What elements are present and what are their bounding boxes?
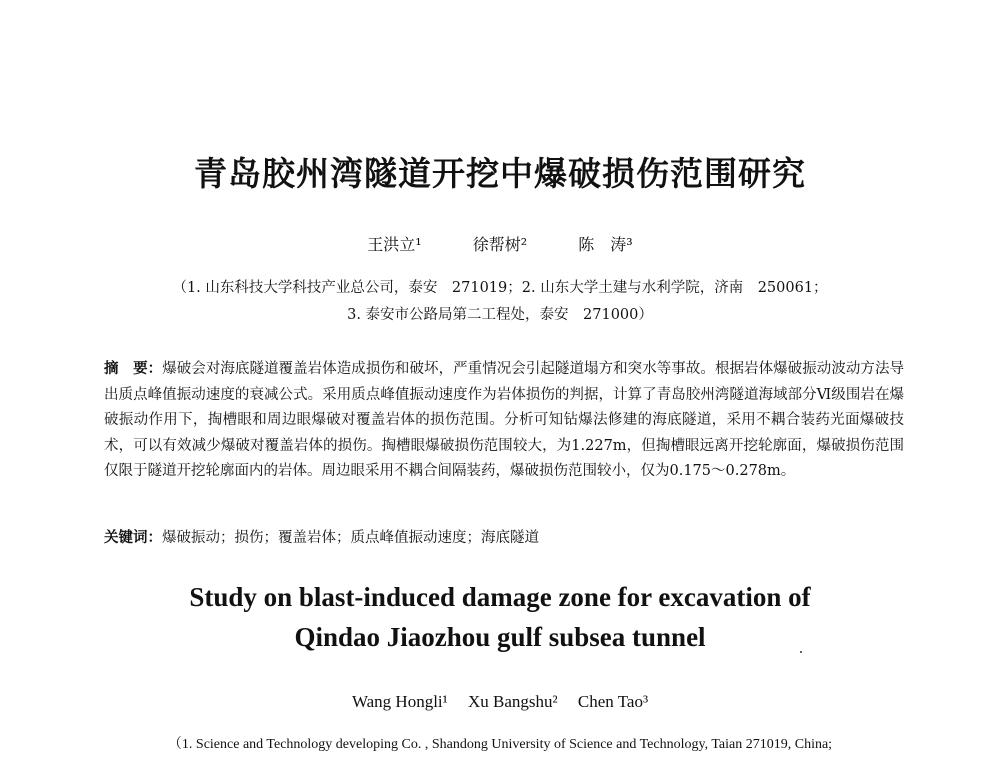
english-title-line-1: Study on blast-induced damage zone for excavation of: [189, 582, 811, 612]
english-authors: [0, 692, 1000, 712]
english-affiliation-line-1: （1. Science and Technology developing Co. , Shandong University of Science and Technology, Taian 271019, China;: [167, 737, 833, 752]
abstract-label: 摘 要：: [104, 360, 163, 377]
abstract-text: 爆破会对海底隧道覆盖岩体造成损伤和破坏，严重情况会引起隧道塌方和突水等事故。根据岩体爆破振动波动方法导出质点峰值振动速度的衰减公式。采用质点峰值振动速度作为岩体损伤的判据，计算了青岛胶州湾隧道海域部分Ⅵ级围岩在爆破振动作用下，掏槽眼和周边眼爆破对覆盖岩体的损伤范围。分析可知钻爆法修建的海底隧道，采用不耦合装药光面爆破技术，可以有效减少爆破对覆盖岩体的损伤。掏槽眼爆破损伤范围较大，为1.227m，但掏槽眼远离开挖轮廓面，爆破损伤范围仅限于隧道开挖轮廓面内的岩体。周边眼采用不耦合间隔装药，爆破损伤范围较小，仅为0.175～0.278m。: [104, 361, 904, 479]
english-author-3: Chen Tao³: [577, 692, 649, 711]
chinese-keywords: [104, 526, 904, 547]
keywords-label: 关键词：: [104, 529, 162, 546]
english-title-line-2: Qindao Jiaozhou gulf subsea tunnel: [294, 622, 706, 652]
author-1: 王洪立¹: [367, 235, 422, 254]
chinese-authors: [0, 232, 1000, 255]
keywords-text: 爆破振动；损伤；覆盖岩体；质点峰值振动速度；海底隧道: [162, 530, 539, 546]
chinese-affiliation-line-2: 3. 泰安市公路局第二工程处，泰安 271000）: [347, 307, 653, 323]
chinese-affiliation-line-1: （1. 山东科技大学科技产业总公司，泰安 271019；2. 山东大学土建与水利学院，济南 250061；: [172, 280, 828, 296]
scan-speck: [800, 651, 802, 653]
chinese-title: 青岛胶州湾隧道开挖中爆破损伤范围研究: [194, 154, 806, 193]
author-3: 陈 涛³: [578, 235, 633, 254]
author-2: 徐帮树²: [472, 235, 528, 254]
english-author-2: Xu Bangshu²: [468, 692, 558, 711]
english-author-1: Wang Hongli¹: [351, 692, 448, 711]
chinese-abstract: [104, 356, 904, 485]
